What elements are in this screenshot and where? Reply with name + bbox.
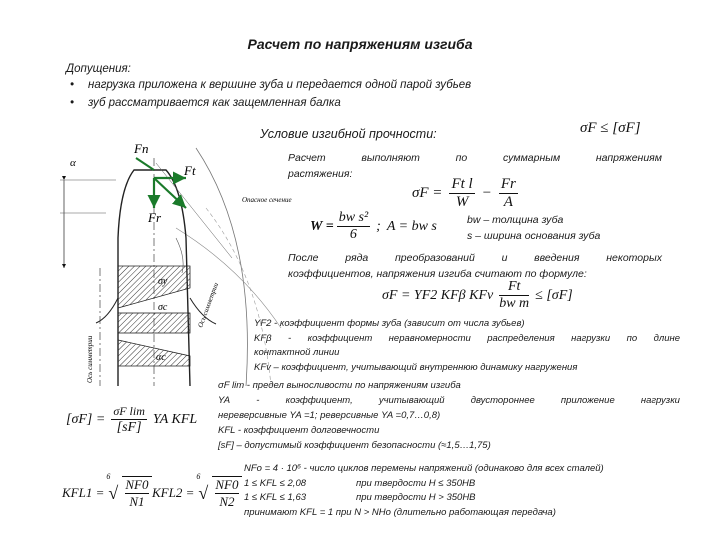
dangerous-label: Опасное сечение xyxy=(242,196,292,204)
kfl-desc: KFL - коэффициент долговечности xyxy=(218,425,380,436)
s-description: s – ширина основания зуба xyxy=(467,230,601,242)
sf-desc: [sF] – допустимый коэффициент безопасности (≈1,5…1,75) xyxy=(218,440,491,451)
after-line-2: коэффициентов, напряжения изгиба считают по формуле: xyxy=(288,268,587,280)
ft-label: Ft xyxy=(184,163,196,178)
kfl-range-1: 1 ≤ KFL ≤ 2,08 xyxy=(244,478,307,489)
kfl-range-2-cond: при твердости H > 350HB xyxy=(356,492,476,503)
assumption-1: нагрузка приложена к вершине зуба и передается одной парой зубьев xyxy=(88,79,472,91)
sigma-flim-desc: σF lim - предел выносливости по напряжениям изгиба xyxy=(218,380,461,391)
coef-kfb-cont: контактной линии xyxy=(254,347,340,358)
allowable-formula: [σF] = $\frac{\text{σF lim}}{[sF]}$ YA KFL xyxy=(66,404,198,435)
assumptions-heading: Допущения: xyxy=(66,63,131,75)
calc-line-2: растяжения: xyxy=(288,168,353,180)
tooth-diagram xyxy=(56,118,292,386)
axis-label: Ось симметрии xyxy=(86,335,94,383)
condition-heading: Условие изгибной прочности: xyxy=(260,127,437,141)
fn-label: Fn xyxy=(134,141,149,156)
sigma-y-label: σy xyxy=(158,276,168,287)
ya-values: нереверсивные YA =1; реверсивные YA =0,7…0,8) xyxy=(218,410,441,421)
alpha-c-label: αc xyxy=(156,352,166,363)
fr-label: Fr xyxy=(148,210,161,225)
calc-line-1: Расчет выполняют по суммарным напряжениям xyxy=(288,152,662,164)
bw-description: bw – толщина зуба xyxy=(467,214,564,226)
bullet-1: • xyxy=(70,79,75,91)
after-line-1: После ряда преобразований и введения некоторых xyxy=(288,252,662,264)
kfl1-formula: KFL1 = 6 √ NF0 N1 xyxy=(62,476,152,510)
section-formula: W = $\frac{\text{bw s²}}{6}$ ; A = bw s xyxy=(310,210,437,242)
condition-formula: σF ≤ [σF] xyxy=(580,120,641,136)
kfl-range-1-cond: при твердости H ≤ 350HB xyxy=(356,478,476,489)
tension-formula: σF = $\frac{\text{Ft l}}{W}$ − $\frac{Fr}{A}$ xyxy=(412,176,516,210)
bullet-2: • xyxy=(70,97,75,109)
alpha-label: α xyxy=(70,157,76,169)
assumption-2: зуб рассматривается как защемленная балка xyxy=(88,97,341,109)
bending-formula: σF = YF2 KFβ KFv $\frac{Ft}{\text{bw m}}$ ≤ [σF] xyxy=(382,279,573,311)
kfl2-formula: KFL2 = 6 √ NF0 N2 xyxy=(152,476,242,510)
kfl-range-2: 1 ≤ KFL ≤ 1,63 xyxy=(244,492,307,503)
nfo-desc: NFo = 4 · 10⁶ - число циклов перемены напряжений (одинаково для всех сталей) xyxy=(244,463,604,474)
coef-kfb: KFβ - коэффициент неравномерности распределения нагрузки по длине xyxy=(254,333,680,344)
page-title: Расчет по напряжениям изгиба xyxy=(247,36,473,52)
coef-yf2: YF2 - коэффициент формы зуба (зависит от числа зубьев) xyxy=(254,318,525,329)
kfl-accept: принимают KFL = 1 при N > NHo (длительно работающая передача) xyxy=(244,507,556,518)
sigma-c-label: σc xyxy=(158,302,168,313)
coef-kfv: KFv – коэффициент, учитывающий внутреннюю динамику нагружения xyxy=(254,362,578,373)
tooth-axis-label: Ось симметрии xyxy=(196,281,221,329)
ya-desc: YA - коэффициент, учитывающий двустороннее приложение нагрузки xyxy=(218,395,680,406)
